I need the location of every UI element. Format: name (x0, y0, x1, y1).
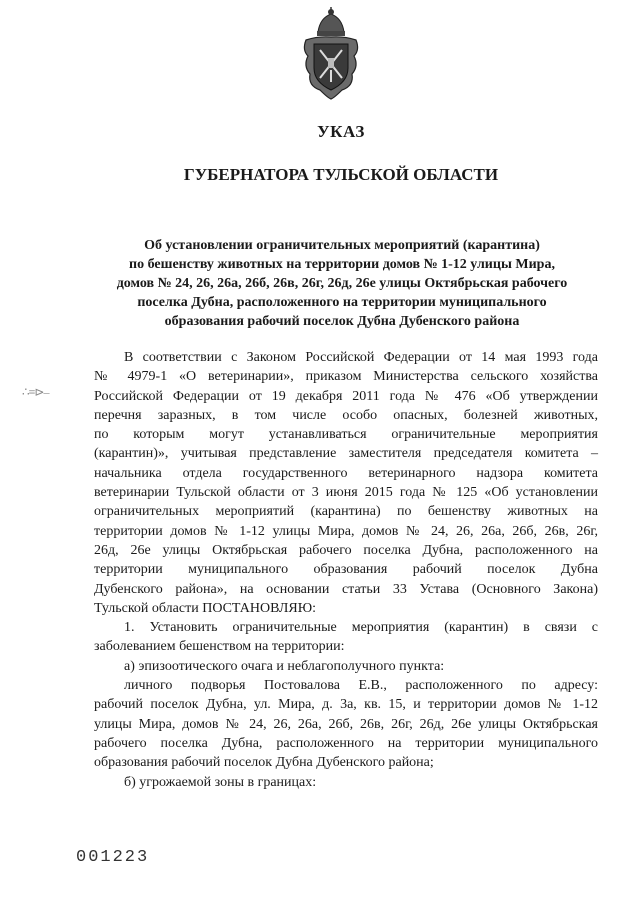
body-line: ветеринарии Тульской области от 3 июня 2015 года № 125 «Об установлении (94, 485, 598, 501)
body-line: 26д, 26е улицы Октябрьская рабочего поселка Дубна, расположенного на (94, 542, 598, 558)
body-line: образования рабочий поселок Дубна Дубенского района; (94, 755, 434, 771)
body-line: (карантин)», учитывая представление заместителя председателя комитета – (94, 446, 598, 462)
body-line: № 4979-1 «О ветеринарии», приказом Министерства сельского хозяйства (94, 369, 598, 385)
heading-line: образования рабочий поселок Дубна Дубенского района (164, 314, 520, 329)
body-line: по которым могут устанавливаться ограничительные мероприятия (94, 427, 598, 443)
body-line: Дубенского района», на основании статьи 33 Устава (Основного Закона) (94, 581, 598, 597)
decree-subtitle: ГУБЕРНАТОРА ТУЛЬСКОЙ ОБЛАСТИ (183, 165, 499, 184)
heading-line: по бешенству животных на территории домов № 1-12 улицы Мира, (129, 257, 555, 272)
decree-heading (92, 236, 592, 331)
decree-body (94, 348, 598, 792)
body-line: личного подворья Постовалова Е.В., расположенного по адресу: (124, 678, 598, 694)
decree-title: УКАЗ (317, 122, 365, 141)
body-line: В соответствии с Законом Российской Федерации от 14 мая 1993 года (124, 350, 598, 365)
document-number: 001223 (76, 848, 150, 867)
body-line: заболеванием бешенством на территории: (94, 639, 345, 655)
heading-line: Об установлении ограничительных мероприятий (карантина) (144, 238, 540, 253)
margin-scribble-icon: ∴≡⊳– (22, 385, 49, 399)
body-line: перечня заразных, в том числе особо опасных, болезней животных, (94, 407, 598, 423)
coat-of-arms-icon (300, 6, 362, 100)
heading-line: поселка Дубна, расположенного на территории муниципального (137, 295, 547, 310)
body-line: начальника отдела государственного ветеринарного надзора комитета (94, 465, 598, 481)
body-line: Российской Федерации от 19 декабря 2011 года № 476 «Об утверждении (94, 388, 598, 404)
body-line: а) эпизоотического очага и неблагополучного пункта: (124, 658, 445, 674)
body-line: рабочий поселок Дубна, ул. Мира, д. 3а, кв. 15, и территории домов № 1-12 (94, 697, 598, 713)
body-line: улицы Мира, домов № 24, 26, 26а, 26б, 26в, 26г, 26д, 26е улицы Октябрьская (94, 716, 598, 732)
heading-line: домов № 24, 26, 26а, 26б, 26в, 26г, 26д, 26е улицы Октябрьская рабочего (116, 276, 568, 291)
body-line: Тульской области ПОСТАНОВЛЯЮ: (94, 600, 317, 616)
body-line: 1. Установить ограничительные мероприятия (карантин) в связи с (124, 620, 598, 636)
body-line: ограничительных мероприятий (карантина) по бешенству животных на (94, 504, 598, 520)
body-line: б) угрожаемой зоны в границах: (124, 774, 317, 790)
body-line: рабочего поселка Дубна, расположенного на территории муниципального (94, 735, 598, 751)
body-line: территории муниципального образования рабочий поселок Дубна (94, 562, 598, 578)
body-line: территории домов № 1-12 улицы Мира, домов № 24, 26, 26а, 26б, 26в, 26г, (94, 523, 598, 539)
